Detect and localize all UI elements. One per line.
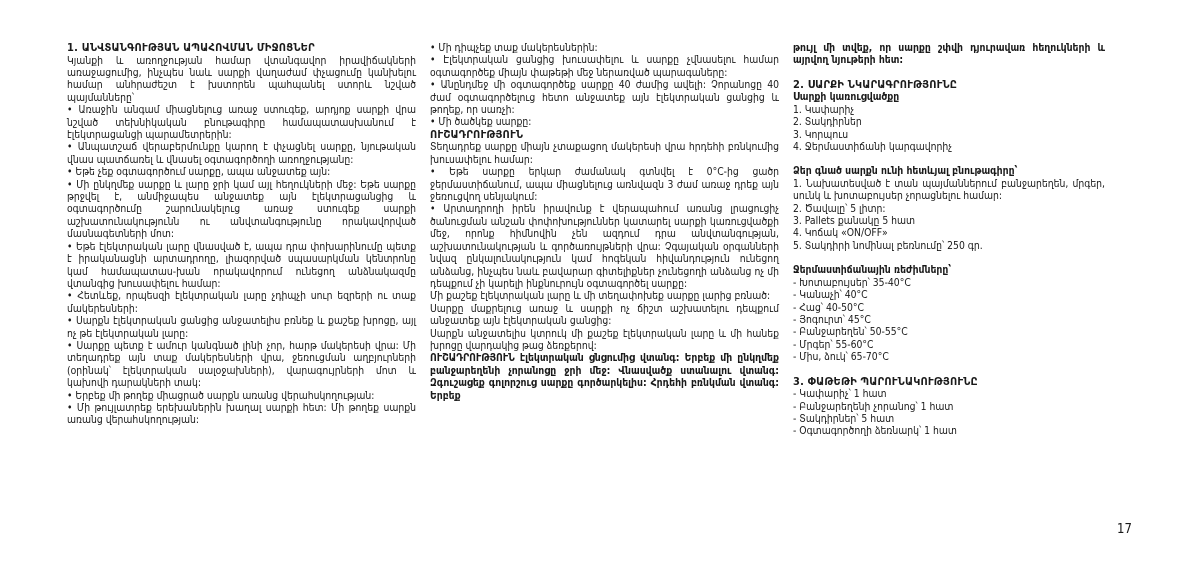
safety-paragraphs-cont <box>430 42 779 129</box>
page-number: 17 <box>1117 522 1132 537</box>
text-line: • Մի դիպչեք տաք մակերեսներին: <box>430 42 598 54</box>
text-line: 3. Կորպուս <box>793 128 849 141</box>
text-line: - Կափարիչ՝ 1 հատ <box>793 388 887 401</box>
text-line: • Անընդմեջ մի օգտագործեք սարքը 40 ժամից ավելի: Չորանոցը 40 ժամ օգտագործելուց հետո անջատեք այն էլեկտրական ցանցից և թողեք, որ սառչի: <box>430 79 779 117</box>
text-line: • Եթե սարքը երկար ժամանակ գտնվել է 0°C-ից ցածր ջերմաստիճանում, ապա միացնելուց առնվազն 3 ժամ առաջ դրեք այն ջեռուցվող սենյակում: <box>430 166 779 204</box>
text-line: Կյանքի և առողջության համար վտանգավոր իրավիճակների առաջացումից, ինչպես նաև սարքի վաղաժամ փչացումը կանխելու համար անհրաժեշտ է խստորեն պահպանել ստորև նշված պայմանները՝ <box>67 54 416 104</box>
text-line: • Հետևեք, որպեսզի էլեկտրական լարը չդիպչի սուր եզրերի ու տաք մակերեսների: <box>67 290 416 315</box>
text-line: 4. Ջերմաստիճանի կարգավորիչ <box>793 141 952 154</box>
text-line: - Միս, ձուկ՝ 65-70°C <box>793 351 889 364</box>
features-heading: Ձեր գնած սարքն ունի հետևյալ բնութագիրը՝ <box>793 165 1018 178</box>
text-line: - Բանջարեղենի չորանոց՝ 1 հատ <box>793 400 954 413</box>
text-line: 2. Ծավալը՝ 5 լիտր: <box>793 202 886 215</box>
text-line: • Էլեկտրական ցանցից խուսափելու և սարքը չվնասելու համար օգտագործեք միայն փաթեթի մեջ ներառված պարագաները: <box>430 54 779 79</box>
text-line: • Երբեք մի թողեք միացրած սարքն առանց վերահսկողության: <box>67 389 375 402</box>
text-line: Մի քաշեք էլեկտրական լարը և մի տեղափոխեք սարքը լարից բռնած: <box>430 290 771 303</box>
temperature-heading: Ջերմաստիճանային ռեժիմները՝ <box>793 264 952 277</box>
text-line: - Մրգեր՝ 55-60°C <box>793 338 874 351</box>
text-line: - Կանաչի՝ 40°C <box>793 289 868 302</box>
section1-heading: 1. ԱՆՎՏԱՆԳՈՒԹՅԱՆ ԱՊԱՀՈՎՄԱՆ ՄԻՋՈՑՆԵՐ <box>67 41 315 54</box>
text-line: • Մի թույլատրեք երեխաներին խաղալ սարքի հետ: Մի թողեք սարքն առանց վերահսկողության: <box>67 401 416 427</box>
text-line: Սարքն անջատելիս կտրուկ մի քաշեք էլեկտրական լարը և մի հանեք խրոցը վարդակից թաց ձեռքերով: <box>430 327 779 352</box>
text-line: • Անպատշաճ վերաբերմունքը կարող է փչացնել սարքը, նյութական վնաս պատճառել և վնասել օգտագործողի առողջությանը: <box>67 141 416 166</box>
text-line: - Օգտագործողի ձեռնարկ՝ 1 հատ <box>793 425 957 438</box>
package-list <box>793 388 1105 438</box>
text-line: 1. Նախատեսված է տան պայմաններում բանջարեղեն, մրգեր, սունկ և խոտաբույսեր չորացնելու համար: <box>793 177 1105 203</box>
features-list <box>793 178 1105 252</box>
text-line: - Յոգուրտ՝ 45°C <box>793 313 871 326</box>
text-line: • Մի ծածկեք սարքը: <box>430 116 532 129</box>
text-line: • Մի ընկղմեք սարքը և լարը ջրի կամ այլ հեղուկների մեջ: Եթե սարքը թրջվել է, անմիջապես անջատեք այն էլեկտրացանցից և օգտագործումը շարունակելուց առաջ ստուգեք սարքի աշխատունակությունն ու անվտանգությունը որակավորված մասնագետների մոտ: <box>67 178 416 241</box>
attention-heading: ՈՒՇԱԴՐՈՒԹՅՈՒՆ <box>430 127 524 141</box>
structure-list <box>793 104 1105 154</box>
text-line: 2. Տակդիրներ <box>793 116 862 129</box>
temperature-list <box>793 277 1105 364</box>
text-line: - Բանջարեղեն՝ 50-55°C <box>793 326 908 339</box>
attention-bold-warning: ՈՒՇԱԴՐՈՒԹՅՈՒՆ էլեկտրական ցնցումից վտանգ: Երբեք մի ընկղմեք բանջարեղենի չորանոցը ջրի մեջ: Վնասվածք ստանալու վտանգ: Զգուշացեք գոլորշուց սարքը գործարկելիս: Հրդեհի բռնկման վտանգ: Երբեք <box>430 352 779 402</box>
column-right <box>793 42 1105 438</box>
text-line: • Եթե էլեկտրական լարը վնասված է, ապա դրա փոխարինումը պետք է իրականացնի արտադրողը, լիազորված սպասարկման կենտրոնը կամ համապատաս-խան որակավորում ունեցող անձնակազմը վտանգից խուսափելու համար: <box>67 240 416 290</box>
text-line: • Առաջին անգամ միացնելուց առաջ ստուգեք, արդյոք սարքի վրա նշված տեխնիկական բնութագիրը համապատասխանում է էլեկտրացանցի պարամետրերին: <box>67 104 416 142</box>
attention-paragraphs <box>430 141 779 352</box>
column-left <box>67 42 416 427</box>
text-line: • Սարքը պետք է ամուր կանգնած լինի չոր, հարթ մակերեսի վրա: Մի տեղադրեք այն տաք մակերեսների վրա, ջեռուցման աղբյուրների (օրինակ՝ էլեկտրական սալօջախների), վարագույրների մոտ և կախովի դարակների տակ: <box>67 339 416 390</box>
section2-heading: 2. ՍԱՐՔԻ ՆԿԱՐԱԳՐՈՒԹՅՈՒՆԸ <box>793 77 958 91</box>
section3-heading: 3. ՓԱԹԵԹԻ ՊԱՐՈՒՆԱԿՈՒԹՅՈՒՆԸ <box>793 374 978 388</box>
column-middle <box>430 42 779 402</box>
text-line: • Սարքն էլեկտրական ցանցից անջատելիս բռնեք և քաշեք խրոցը, այլ ոչ թե էլեկտրական լարը: <box>67 315 416 340</box>
text-line: 3. Pallets քանակը 5 հատ <box>793 215 916 228</box>
bold-warning-continued: թույլ մի տվեք, որ սարքը շփվի դյուրավառ հեղուկների և այրվող նյութերի հետ: <box>793 42 1105 67</box>
text-line: Տեղադրեք սարքը միայն չտաքացող մակերեսի վրա հրդեհի բռնկումից խուսափելու համար: <box>430 141 779 166</box>
text-line: • Արտադրողի իրեն իրավունք է վերապահում առանց լրացուցիչ ծանուցման անշան փոփոխություններ կատարել սարքի կառուցվածքի մեջ, որոնք հիմնովին չեն ազդում դրա անվտանգության, աշխատունակության և գործառույթների վրա: Չգայական օրգանների նվազ ընկալունակություն կամ հոգեկան հիվանդություն ունեցող անձանց, ինչպես նաև բավարար գիտելիքներ չունեցողի անձանց ոչ մի դեպքում չի կարելի ինքնուրույն օգտագործել սարքը: <box>430 203 779 290</box>
text-line: 4. Կոճակ «ON/OFF» <box>793 227 888 240</box>
safety-paragraphs <box>67 55 416 427</box>
text-line: - Խոտաբույսեր՝ 35-40°C <box>793 276 911 289</box>
text-line: - Տակդիրներ՝ 5 հատ <box>793 412 895 425</box>
text-line: 5. Տակդիրի նոմինալ բեռնումը՝ 250 գր. <box>793 239 983 252</box>
text-line: - Հաց՝ 40-50°C <box>793 301 864 314</box>
structure-heading: Սարքի կառուցվածքը <box>793 91 900 104</box>
text-line: • Եթե չեք օգտագործում սարքը, ապա անջատեք այն: <box>67 166 331 179</box>
text-line: 1. Կափարիչ <box>793 103 855 116</box>
text-line: Սարքը մաքրելուց առաջ և սարքի ոչ ճիշտ աշխատելու դեպքում անջատեք այն էլեկտրական ցանցից: <box>430 302 779 328</box>
